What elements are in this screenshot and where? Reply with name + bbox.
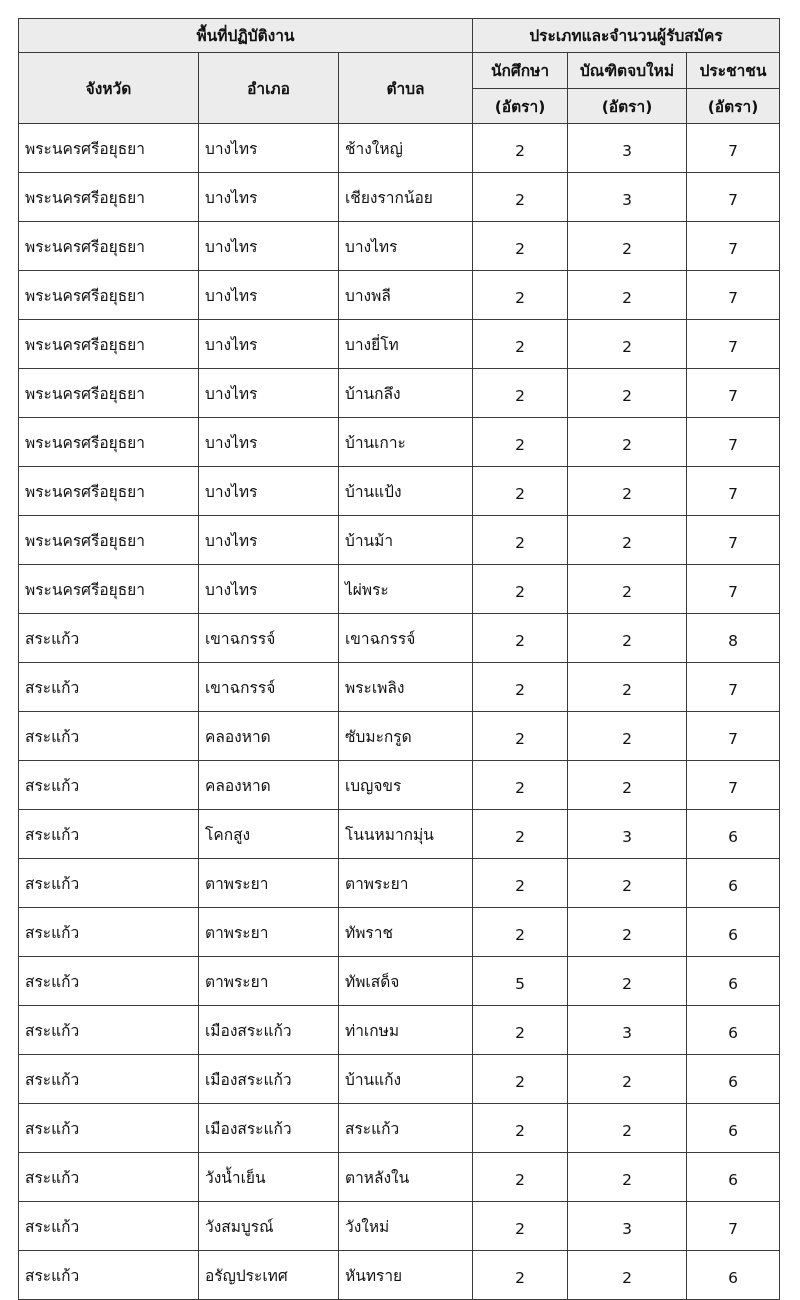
cell-student-count: 2 [473,1153,568,1202]
cell-graduate-count: 2 [568,957,687,1006]
cell-province: พระนครศรีอยุธยา [19,467,199,516]
cell-graduate-count: 2 [568,516,687,565]
cell-province: พระนครศรีอยุธยา [19,369,199,418]
cell-citizen-count: 6 [687,908,780,957]
header-unit-citizen: (อัตรา) [687,89,780,124]
table-row [19,271,780,320]
cell-student-count: 2 [473,1251,568,1300]
cell-citizen-count: 8 [687,614,780,663]
cell-province: สระแก้ว [19,957,199,1006]
table-row [19,565,780,614]
cell-district: บางไทร [199,222,339,271]
header-citizen: ประชาชน [687,53,780,89]
cell-district: อรัญประเทศ [199,1251,339,1300]
header-district: อำเภอ [199,53,339,124]
cell-graduate-count: 2 [568,565,687,614]
cell-subdistrict: สระแก้ว [339,1104,473,1153]
table-row [19,320,780,369]
cell-student-count: 2 [473,173,568,222]
cell-student-count: 2 [473,1055,568,1104]
cell-student-count: 2 [473,516,568,565]
cell-graduate-count: 2 [568,1153,687,1202]
cell-subdistrict: บางยี่โท [339,320,473,369]
cell-student-count: 2 [473,418,568,467]
cell-district: บางไทร [199,565,339,614]
cell-citizen-count: 6 [687,810,780,859]
cell-district: บางไทร [199,516,339,565]
header-student: นักศึกษา [473,53,568,89]
table-row [19,761,780,810]
cell-province: พระนครศรีอยุธยา [19,320,199,369]
table-row [19,1006,780,1055]
cell-subdistrict: โนนหมากมุ่น [339,810,473,859]
cell-citizen-count: 7 [687,761,780,810]
cell-citizen-count: 6 [687,1104,780,1153]
cell-student-count: 2 [473,712,568,761]
cell-citizen-count: 7 [687,663,780,712]
cell-province: สระแก้ว [19,1104,199,1153]
table-row [19,418,780,467]
cell-citizen-count: 7 [687,565,780,614]
cell-district: ตาพระยา [199,908,339,957]
header-column-row [19,53,780,89]
cell-district: บางไทร [199,369,339,418]
cell-province: สระแก้ว [19,614,199,663]
cell-citizen-count: 7 [687,222,780,271]
cell-graduate-count: 2 [568,320,687,369]
cell-subdistrict: ซับมะกรูด [339,712,473,761]
cell-citizen-count: 6 [687,1153,780,1202]
cell-district: บางไทร [199,320,339,369]
cell-citizen-count: 7 [687,418,780,467]
cell-graduate-count: 2 [568,614,687,663]
cell-province: พระนครศรีอยุธยา [19,124,199,173]
cell-province: สระแก้ว [19,908,199,957]
cell-district: บางไทร [199,467,339,516]
recruitment-table [18,18,780,1300]
table-row [19,369,780,418]
table-row [19,1104,780,1153]
table-body [19,124,780,1300]
cell-district: บางไทร [199,418,339,467]
cell-citizen-count: 6 [687,1006,780,1055]
cell-graduate-count: 2 [568,761,687,810]
table-header [19,19,780,124]
cell-graduate-count: 2 [568,467,687,516]
cell-graduate-count: 3 [568,124,687,173]
table-row [19,1055,780,1104]
cell-graduate-count: 2 [568,908,687,957]
cell-citizen-count: 6 [687,859,780,908]
cell-subdistrict: ทัพราช [339,908,473,957]
table-row [19,516,780,565]
table-row [19,1202,780,1251]
cell-graduate-count: 2 [568,712,687,761]
cell-province: พระนครศรีอยุธยา [19,271,199,320]
header-province: จังหวัด [19,53,199,124]
cell-district: บางไทร [199,124,339,173]
cell-province: สระแก้ว [19,859,199,908]
cell-citizen-count: 7 [687,467,780,516]
cell-province: สระแก้ว [19,810,199,859]
cell-subdistrict: เบญจขร [339,761,473,810]
cell-district: บางไทร [199,173,339,222]
cell-subdistrict: พระเพลิง [339,663,473,712]
cell-subdistrict: ตาพระยา [339,859,473,908]
table-row [19,663,780,712]
table-row [19,124,780,173]
cell-subdistrict: เขาฉกรรจ์ [339,614,473,663]
document-page [18,18,779,1300]
header-group-row [19,19,780,53]
cell-student-count: 2 [473,1006,568,1055]
cell-student-count: 2 [473,271,568,320]
cell-student-count: 2 [473,761,568,810]
cell-subdistrict: บ้านกลึง [339,369,473,418]
cell-province: พระนครศรีอยุธยา [19,516,199,565]
cell-student-count: 2 [473,663,568,712]
cell-province: สระแก้ว [19,761,199,810]
cell-student-count: 5 [473,957,568,1006]
cell-student-count: 2 [473,124,568,173]
table-row [19,810,780,859]
cell-subdistrict: ทัพเสด็จ [339,957,473,1006]
cell-graduate-count: 2 [568,1104,687,1153]
cell-subdistrict: วังใหม่ [339,1202,473,1251]
cell-graduate-count: 3 [568,173,687,222]
cell-citizen-count: 7 [687,516,780,565]
cell-graduate-count: 2 [568,1251,687,1300]
cell-subdistrict: ท่าเกษม [339,1006,473,1055]
header-area-group: พื้นที่ปฏิบัติงาน [19,19,473,53]
header-types-group: ประเภทและจำนวนผู้รับสมัคร [473,19,780,53]
cell-subdistrict: บ้านม้า [339,516,473,565]
cell-student-count: 2 [473,1104,568,1153]
cell-subdistrict: บ้านเกาะ [339,418,473,467]
cell-province: สระแก้ว [19,1006,199,1055]
cell-district: วังน้ำเย็น [199,1153,339,1202]
cell-district: คลองหาด [199,712,339,761]
cell-subdistrict: เชียงรากน้อย [339,173,473,222]
cell-student-count: 2 [473,222,568,271]
cell-student-count: 2 [473,320,568,369]
cell-graduate-count: 3 [568,1006,687,1055]
cell-district: เมืองสระแก้ว [199,1055,339,1104]
cell-subdistrict: ตาหลังใน [339,1153,473,1202]
cell-citizen-count: 7 [687,369,780,418]
header-unit-graduate: (อัตรา) [568,89,687,124]
cell-province: สระแก้ว [19,1202,199,1251]
table-row [19,614,780,663]
cell-district: โคกสูง [199,810,339,859]
cell-subdistrict: บ้านแก้ง [339,1055,473,1104]
cell-graduate-count: 3 [568,810,687,859]
cell-district: ตาพระยา [199,957,339,1006]
cell-graduate-count: 2 [568,663,687,712]
cell-citizen-count: 6 [687,1251,780,1300]
cell-subdistrict: ช้างใหญ่ [339,124,473,173]
cell-province: สระแก้ว [19,1251,199,1300]
cell-subdistrict: บางพลี [339,271,473,320]
cell-district: ตาพระยา [199,859,339,908]
cell-district: บางไทร [199,271,339,320]
header-unit-student: (อัตรา) [473,89,568,124]
cell-student-count: 2 [473,908,568,957]
table-row [19,1251,780,1300]
cell-graduate-count: 2 [568,222,687,271]
cell-citizen-count: 7 [687,712,780,761]
cell-graduate-count: 2 [568,418,687,467]
cell-citizen-count: 7 [687,124,780,173]
cell-citizen-count: 7 [687,320,780,369]
cell-student-count: 2 [473,859,568,908]
cell-graduate-count: 2 [568,369,687,418]
table-row [19,712,780,761]
cell-student-count: 2 [473,565,568,614]
cell-citizen-count: 6 [687,957,780,1006]
header-subdistrict: ตำบล [339,53,473,124]
cell-student-count: 2 [473,467,568,516]
cell-district: คลองหาด [199,761,339,810]
cell-citizen-count: 7 [687,173,780,222]
cell-province: สระแก้ว [19,1153,199,1202]
table-row [19,467,780,516]
table-row [19,957,780,1006]
cell-graduate-count: 2 [568,1055,687,1104]
cell-district: เขาฉกรรจ์ [199,614,339,663]
cell-district: เขาฉกรรจ์ [199,663,339,712]
cell-province: สระแก้ว [19,712,199,761]
cell-district: เมืองสระแก้ว [199,1006,339,1055]
cell-student-count: 2 [473,369,568,418]
cell-province: พระนครศรีอยุธยา [19,222,199,271]
cell-graduate-count: 2 [568,271,687,320]
cell-student-count: 2 [473,810,568,859]
cell-subdistrict: ไผ่พระ [339,565,473,614]
cell-citizen-count: 7 [687,271,780,320]
cell-graduate-count: 2 [568,859,687,908]
cell-citizen-count: 6 [687,1055,780,1104]
cell-subdistrict: หันทราย [339,1251,473,1300]
table-row [19,222,780,271]
table-row [19,908,780,957]
cell-province: พระนครศรีอยุธยา [19,173,199,222]
cell-subdistrict: บ้านแป้ง [339,467,473,516]
cell-province: สระแก้ว [19,1055,199,1104]
header-graduate: บัณฑิตจบใหม่ [568,53,687,89]
table-row [19,1153,780,1202]
cell-student-count: 2 [473,1202,568,1251]
cell-province: พระนครศรีอยุธยา [19,418,199,467]
table-row [19,859,780,908]
cell-graduate-count: 3 [568,1202,687,1251]
cell-district: เมืองสระแก้ว [199,1104,339,1153]
cell-province: สระแก้ว [19,663,199,712]
cell-province: พระนครศรีอยุธยา [19,565,199,614]
cell-district: วังสมบูรณ์ [199,1202,339,1251]
table-row [19,173,780,222]
cell-citizen-count: 7 [687,1202,780,1251]
cell-student-count: 2 [473,614,568,663]
cell-subdistrict: บางไทร [339,222,473,271]
